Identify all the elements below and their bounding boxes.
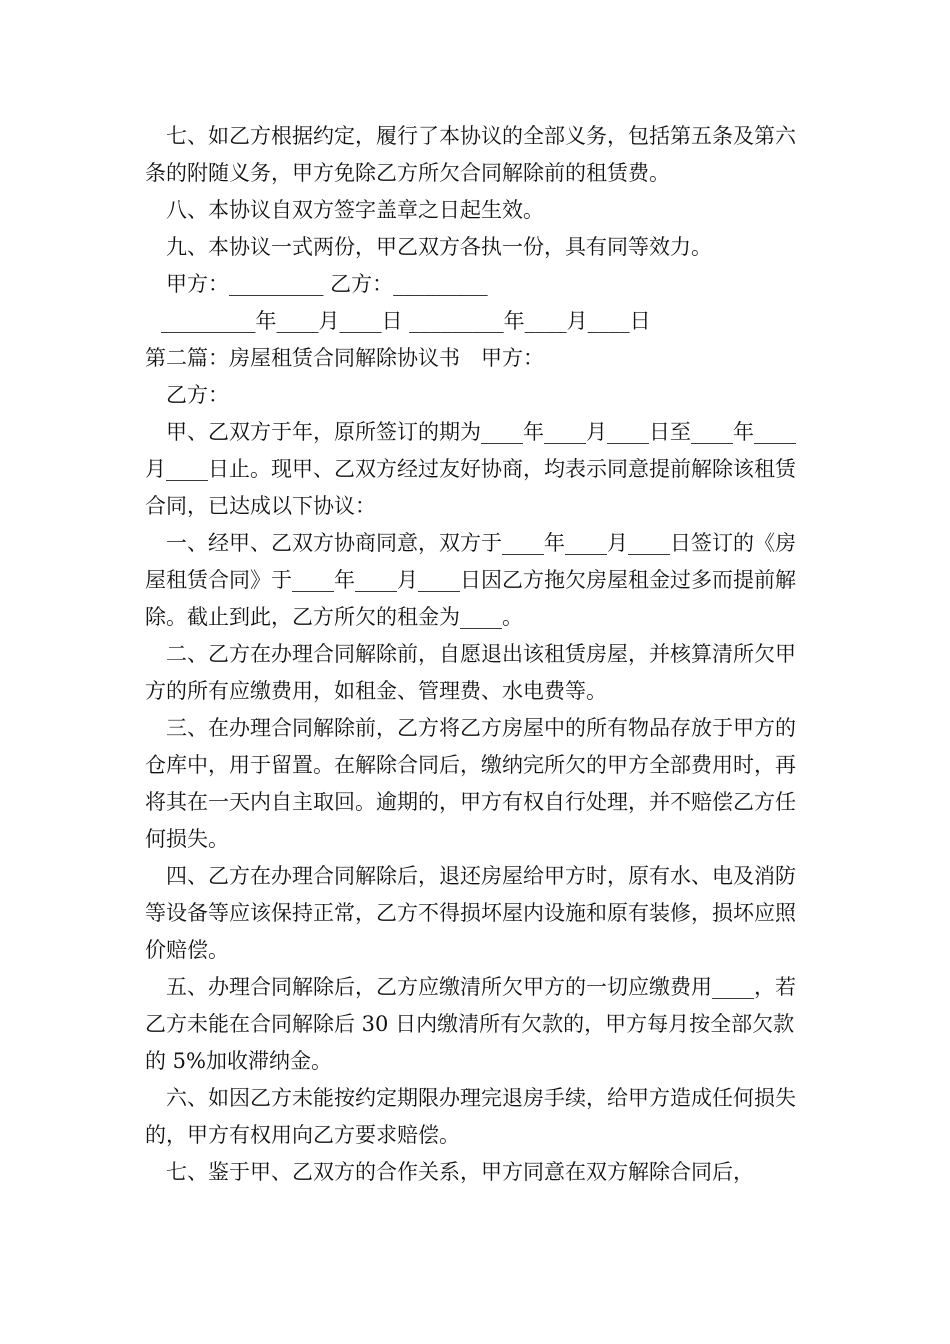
clause-2: 二、乙方在办理合同解除前，自愿退出该租赁房屋，并核算清所欠甲方的所有应缴费用，如租金、管理费、水电费等。 [145,642,796,703]
clause-6: 六、如因乙方未能按约定期限办理完退房手续，给甲方造成任何损失的，甲方有权用向乙方要求赔偿。 [145,1086,796,1147]
clause-4: 四、乙方在办理合同解除后，退还房屋给甲方时，原有水、电及消防等设备等应该保持正常，乙方不得损坏屋内设施和原有装修，损坏应照价赔偿。 [145,864,796,962]
clause-9-previous: 九、本协议一式两份，甲乙双方各执一份，具有同等效力。 [166,235,712,259]
section-title-part-two: 第二篇：房屋租赁合同解除协议书 甲方： [145,346,544,370]
clause-7-previous: 七、如乙方根据约定，履行了本协议的全部义务，包括第五条及第六条的附随义务，甲方免除乙方所欠合同解除前的租赁费。 [145,124,796,185]
document-page [145,118,813,1191]
clause-5: 五、办理合同解除后，乙方应缴清所欠甲方的一切应缴费用____，若乙方未能在合同解除后 30 日内缴清所有欠款的，甲方每月按全部欠款的 5%加收滞纳金。 [145,975,796,1073]
party-b-label: 乙方： [166,383,229,407]
clause-1: 一、经甲、乙双方协商同意，双方于____年____月____日签订的《房屋租赁合同》于____年____月____日因乙方拖欠房屋租金过多而提前解除。截止到此，乙方所欠的租金为____。 [145,531,796,629]
clause-3: 三、在办理合同解除前，乙方将乙方房屋中的所有物品存放于甲方的仓库中，用于留置。在解除合同后，缴纳完所欠的甲方全部费用时，再将其在一天内自主取回。逾期的，甲方有权自行处理，并不赔偿乙方任何损失。 [145,716,796,851]
clause-8-previous: 八、本协议自双方签字盖章之日起生效。 [166,198,544,222]
date-line: _________年____月____日 _________年____月____日 [161,309,651,333]
clause-7: 七、鉴于甲、乙双方的合作关系，甲方同意在双方解除合同后， [166,1160,754,1184]
signature-line: 甲方：_________ 乙方：_________ [166,272,488,296]
intro-paragraph: 甲、乙双方于年，原所签订的期为____年____月____日至____年____月____日止。现甲、乙双方经过友好协商，均表示同意提前解除该租赁合同，已达成以下协议： [145,420,796,518]
